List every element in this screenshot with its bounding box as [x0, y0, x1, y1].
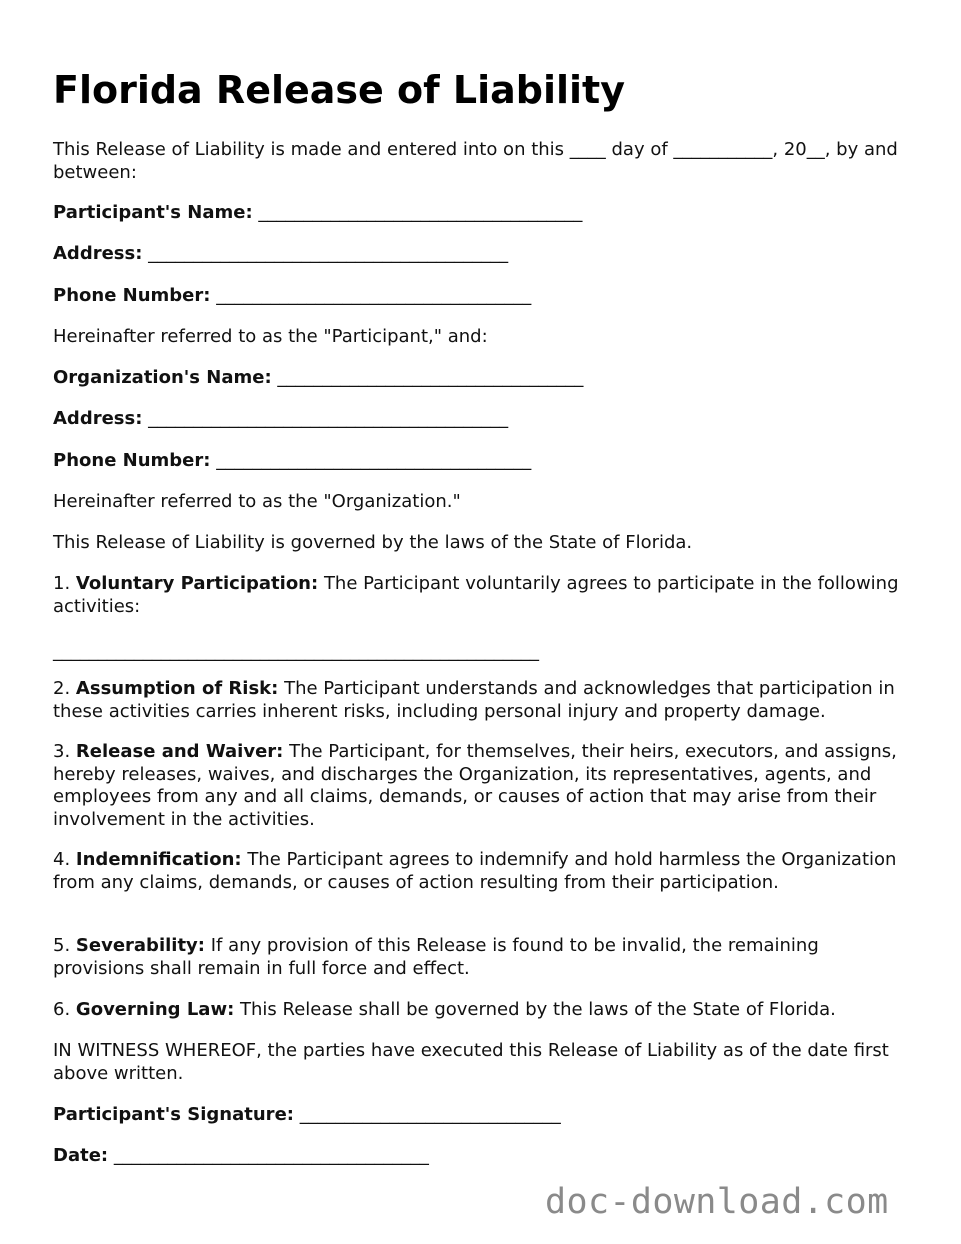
- participant-name-label: Participant's Name:: [53, 202, 253, 223]
- intro-paragraph: This Release of Liability is made and entered into on this ____ day of ___________, 20__, by and between:: [53, 139, 898, 183]
- organization-phone-label: Phone Number:: [53, 450, 211, 471]
- activities-blank-line: ______________________________________________________: [53, 641, 539, 662]
- participant-address-label: Address:: [53, 243, 143, 264]
- section-release-and-waiver: [53, 741, 913, 831]
- section-indemnification: [53, 849, 913, 894]
- section-heading: Governing Law:: [75, 999, 235, 1020]
- organization-address-blank: ________________________________________: [148, 408, 509, 429]
- document-title: Florida Release of Liability: [53, 68, 625, 112]
- date-label: Date:: [53, 1145, 109, 1166]
- section-text: The Participant, for themselves, their heirs, executors, and assigns, hereby releases, waives, and discharges the Organization, its representatives, agents, and employees from any and all claims, demands, or causes of action that may arise from their involvement in the activities.: [53, 741, 897, 830]
- participant-name-blank: ____________________________________: [258, 202, 583, 223]
- section-heading: Release and Waiver:: [75, 741, 284, 762]
- date-field: [53, 1145, 913, 1168]
- section-heading: Voluntary Participation:: [75, 573, 319, 594]
- participant-reference: Hereinafter referred to as the "Participant," and:: [53, 326, 488, 347]
- section-number: 4.: [53, 849, 71, 870]
- section-text: If any provision of this Release is found to be invalid, the remaining provisions shall remain in full force and effect.: [53, 935, 819, 979]
- section-number: 3.: [53, 741, 71, 762]
- signature-blank: _____________________________: [299, 1104, 561, 1125]
- organization-name-field: [53, 367, 913, 390]
- participant-name-field: [53, 202, 913, 225]
- organization-name-blank: __________________________________: [277, 367, 584, 388]
- section-severability: [53, 935, 913, 980]
- section-assumption-of-risk: [53, 678, 913, 723]
- section-number: 1.: [53, 573, 71, 594]
- section-text: This Release shall be governed by the laws of the State of Florida.: [240, 999, 836, 1020]
- participant-address-blank: ________________________________________: [148, 243, 509, 264]
- organization-reference: Hereinafter referred to as the "Organization.": [53, 491, 461, 512]
- section-text: The Participant voluntarily agrees to participate in the following activities:: [53, 573, 899, 617]
- date-blank: ___________________________________: [113, 1145, 429, 1166]
- signature-label: Participant's Signature:: [53, 1104, 294, 1125]
- participant-phone-blank: ___________________________________: [216, 285, 532, 306]
- section-heading: Assumption of Risk:: [75, 678, 279, 699]
- governing-intro: This Release of Liability is governed by the laws of the State of Florida.: [53, 532, 693, 553]
- organization-phone-field: [53, 450, 913, 473]
- section-heading: Severability:: [75, 935, 205, 956]
- organization-phone-blank: ___________________________________: [216, 450, 532, 471]
- section-voluntary-participation: [53, 573, 913, 618]
- section-number: 6.: [53, 999, 71, 1020]
- section-number: 5.: [53, 935, 71, 956]
- signature-field: [53, 1104, 913, 1127]
- witness-clause: IN WITNESS WHEREOF, the parties have executed this Release of Liability as of the date first above written.: [53, 1040, 889, 1084]
- section-number: 2.: [53, 678, 71, 699]
- participant-address-field: [53, 243, 913, 266]
- participant-phone-label: Phone Number:: [53, 285, 211, 306]
- organization-address-field: [53, 408, 913, 431]
- participant-phone-field: [53, 285, 913, 308]
- watermark-text: doc-download.com: [545, 1182, 889, 1222]
- organization-address-label: Address:: [53, 408, 143, 429]
- organization-name-label: Organization's Name:: [53, 367, 272, 388]
- section-text: The Participant agrees to indemnify and hold harmless the Organization from any claims, demands, or causes of action resulting from their participation.: [53, 849, 897, 893]
- section-heading: Indemnification:: [75, 849, 242, 870]
- section-governing-law: [53, 999, 913, 1022]
- section-text: The Participant understands and acknowledges that participation in these activities carries inherent risks, including personal injury and property damage.: [53, 678, 895, 722]
